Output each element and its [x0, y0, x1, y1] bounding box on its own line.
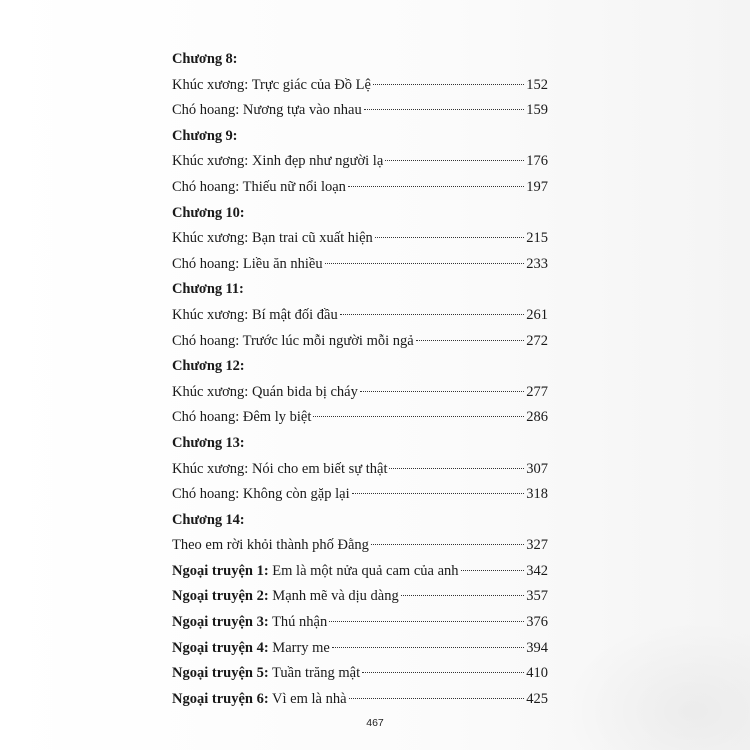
dot-leader [352, 493, 525, 494]
dot-leader [349, 698, 525, 699]
toc-entry [172, 559, 548, 585]
toc-entry-title [172, 661, 360, 687]
toc-entry-page: 215 [526, 230, 548, 247]
dot-leader [313, 416, 524, 417]
toc-entry [172, 457, 548, 483]
chapter-heading: Chương 9: [172, 127, 238, 144]
toc-entry [172, 533, 548, 559]
dot-leader [416, 340, 525, 341]
toc-entry-page: 261 [526, 306, 548, 323]
chapter-heading: Chương 12: [172, 358, 245, 375]
toc-entry-title [172, 303, 338, 329]
table-of-contents [172, 47, 548, 712]
dot-leader [401, 595, 525, 596]
toc-entry-prefix: Ngoại truyện 1: [172, 562, 269, 579]
toc-entry-text: Em là một nửa quả cam của anh [268, 562, 459, 579]
toc-entry-text: Vì em là nhà [268, 690, 347, 707]
chapter-heading: Chương 14: [172, 511, 245, 528]
dot-leader [385, 160, 524, 161]
dot-leader [332, 647, 524, 648]
dot-leader [348, 186, 524, 187]
toc-entry-page: 425 [526, 690, 548, 707]
toc-entry-text: Tuần trăng mật [268, 665, 361, 682]
toc-entry-prefix: Ngoại truyện 4: [172, 639, 269, 656]
toc-entry-page: 394 [526, 639, 548, 656]
toc-entry [172, 303, 548, 329]
toc-entry-title [172, 687, 347, 713]
toc-entry-text: Chó hoang: Trước lúc mỗi người mỗi ngả [172, 332, 414, 349]
toc-entry-prefix: Ngoại truyện 6: [172, 690, 269, 707]
dot-leader [362, 672, 524, 673]
toc-entry [172, 73, 548, 99]
dot-leader [364, 109, 525, 110]
toc-entry-title [172, 252, 323, 278]
toc-entry-page: 272 [526, 332, 548, 349]
toc-entry-title [172, 98, 362, 124]
chapter-heading: Chương 13: [172, 434, 245, 451]
toc-entry-page: 152 [526, 76, 548, 93]
toc-entry-title [172, 457, 387, 483]
toc-entry-title [172, 175, 346, 201]
toc-entry-text: Theo em rời khỏi thành phố Đằng [172, 537, 369, 554]
toc-entry-title [172, 380, 358, 406]
dot-leader [329, 621, 524, 622]
dot-leader [461, 570, 525, 571]
toc-entry-title [172, 405, 311, 431]
toc-entry-page: 410 [526, 665, 548, 682]
toc-entry [172, 636, 548, 662]
chapter-heading: Chương 8: [172, 51, 238, 67]
toc-entry [172, 610, 548, 636]
chapter-heading: Chương 11: [172, 281, 244, 298]
toc-entry-page: 357 [526, 588, 548, 605]
toc-entry [172, 226, 548, 252]
toc-entry-title [172, 559, 459, 585]
toc-entry-text: Chó hoang: Thiếu nữ nổi loạn [172, 178, 346, 195]
toc-entry [172, 98, 548, 124]
toc-entry-text: Mạnh mẽ và dịu dàng [268, 588, 399, 605]
toc-entry [172, 584, 548, 610]
toc-entry [172, 175, 548, 201]
toc-entry-prefix: Ngoại truyện 3: [172, 614, 269, 631]
toc-entry-text: Chó hoang: Liều ăn nhiều [172, 255, 323, 272]
toc-entry-title [172, 149, 383, 175]
toc-entry-page: 197 [526, 178, 548, 195]
toc-entry-page: 277 [526, 383, 548, 400]
dot-leader [373, 84, 524, 85]
toc-entry-text: Marry me [268, 639, 330, 656]
toc-entry [172, 405, 548, 431]
toc-entry-text: Chó hoang: Nương tựa vào nhau [172, 102, 362, 119]
dot-leader [371, 544, 524, 545]
toc-entry [172, 149, 548, 175]
toc-entry [172, 380, 548, 406]
toc-entry-page: 342 [526, 562, 548, 579]
toc-entry-title [172, 584, 399, 610]
toc-entry-text: Khúc xương: Xinh đẹp như người lạ [172, 153, 384, 170]
dot-leader [340, 314, 525, 315]
toc-entry-title [172, 329, 414, 355]
toc-entry-page: 159 [526, 102, 548, 119]
toc-entry-page: 233 [526, 255, 548, 272]
toc-entry-title [172, 73, 371, 99]
page-number: 467 [366, 717, 384, 729]
toc-entry-prefix: Ngoại truyện 5: [172, 665, 269, 682]
toc-entry [172, 482, 548, 508]
toc-entry-page: 307 [526, 460, 548, 477]
toc-entry-text: Chó hoang: Không còn gặp lại [172, 486, 350, 503]
toc-entry-page: 176 [526, 153, 548, 170]
chapter-heading: Chương 10: [172, 204, 245, 221]
toc-entry-text: Khúc xương: Bạn trai cũ xuất hiện [172, 230, 373, 247]
toc-entry-page: 376 [526, 614, 548, 631]
toc-entry-page: 318 [526, 486, 548, 503]
toc-entry-title [172, 533, 369, 559]
dot-leader [325, 263, 525, 264]
dot-leader [375, 237, 524, 238]
toc-entry-title [172, 226, 373, 252]
toc-entry-page: 286 [526, 409, 548, 426]
toc-entry-page: 327 [526, 537, 548, 554]
toc-entry [172, 329, 548, 355]
toc-entry-title [172, 482, 350, 508]
toc-entry-text: Khúc xương: Trực giác của Đồ Lệ [172, 76, 371, 93]
dot-leader [360, 391, 524, 392]
paper-shadow [560, 620, 750, 750]
toc-entry-text: Thú nhận [268, 614, 328, 631]
toc-entry-title [172, 636, 330, 662]
toc-entry-prefix: Ngoại truyện 2: [172, 588, 269, 605]
toc-entry-text: Khúc xương: Bí mật đối đầu [172, 306, 338, 323]
toc-entry-title [172, 610, 327, 636]
toc-entry [172, 252, 548, 278]
toc-entry [172, 661, 548, 687]
toc-entry-text: Khúc xương: Nói cho em biết sự thật [172, 460, 388, 477]
toc-entry-text: Khúc xương: Quán bida bị cháy [172, 383, 358, 400]
dot-leader [389, 468, 524, 469]
toc-entry [172, 687, 548, 713]
toc-entry-text: Chó hoang: Đêm ly biệt [172, 409, 312, 426]
